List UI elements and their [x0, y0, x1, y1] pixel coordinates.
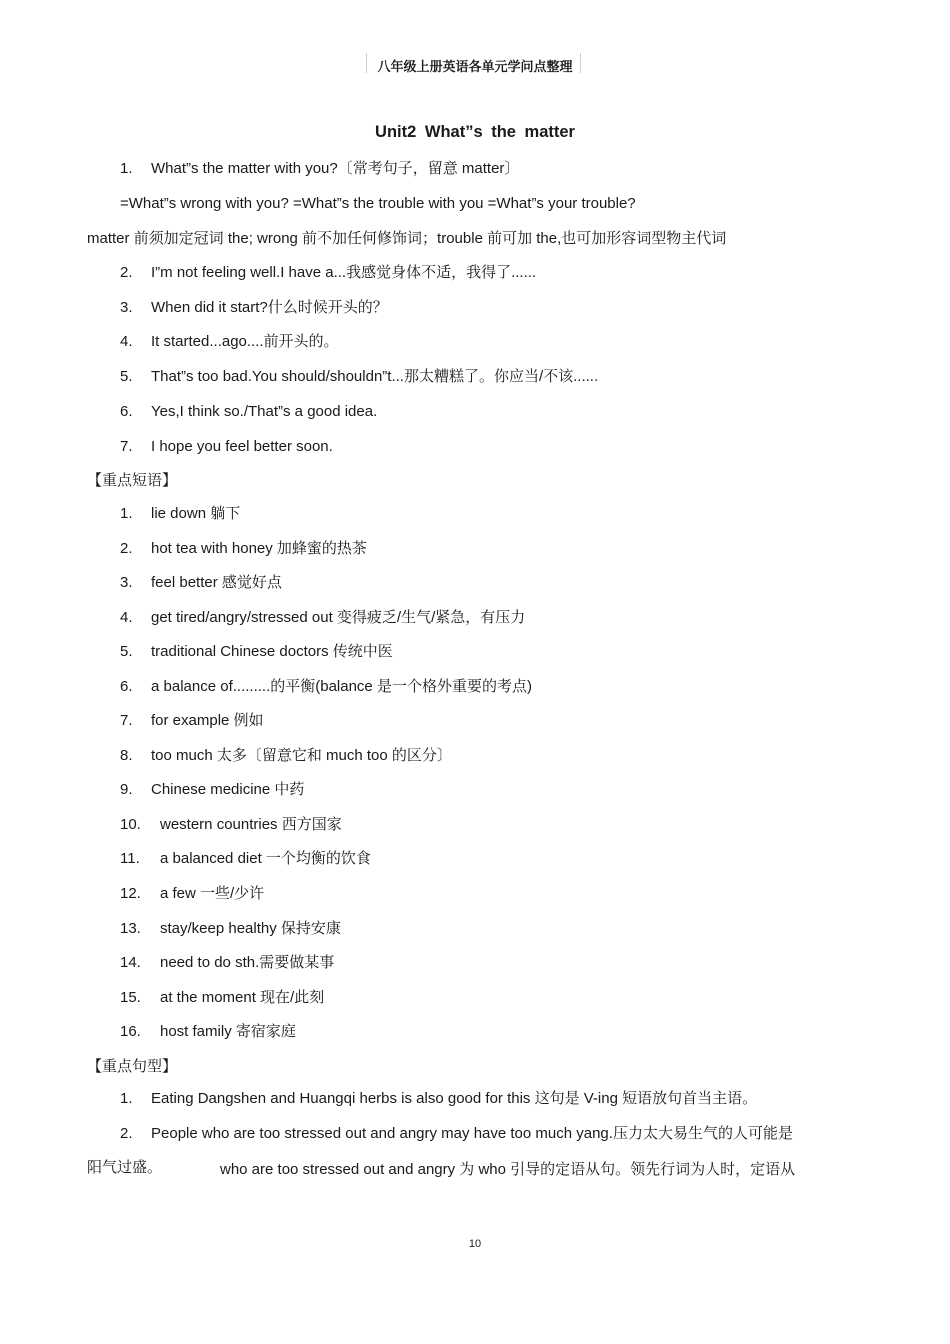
- phrase-item: [120, 746, 452, 766]
- item-number: 3.: [120, 574, 133, 591]
- intro-item: [120, 437, 333, 457]
- intro-item: [120, 402, 377, 422]
- item-number: 13.: [120, 920, 141, 937]
- phrase-item: [120, 608, 525, 628]
- item-text: get tired/angry/stressed out 变得疲乏/生气/紧急，有压力: [151, 609, 526, 626]
- item-text: feel better 感觉好点: [151, 574, 282, 591]
- item-number: 2.: [120, 540, 133, 557]
- item-number: 7.: [120, 712, 133, 729]
- item-text: a few 一些/少许: [160, 885, 265, 902]
- intro-item: [120, 367, 598, 387]
- item-number: 5.: [120, 643, 133, 660]
- phrase-item: [120, 711, 264, 731]
- item-number: 1.: [120, 1090, 133, 1107]
- item-text: That”s too bad.You should/shouldn”t...那太糟糕了。你应当/不该......: [151, 368, 599, 385]
- item-text: When did it start?什么时候开头的？: [151, 299, 388, 316]
- item-text: for example 例如: [151, 712, 264, 729]
- item-number: 8.: [120, 747, 133, 764]
- item-number: 12.: [120, 885, 141, 902]
- item-number: 1.: [120, 160, 133, 177]
- phrase-item: [120, 677, 532, 697]
- phrase-item: [120, 539, 367, 559]
- item-number: 2.: [120, 264, 133, 281]
- page-number: 10: [468, 1238, 482, 1250]
- phrase-item: [120, 953, 334, 973]
- item-number: 6.: [120, 403, 133, 420]
- item-number: 5.: [120, 368, 133, 385]
- phrases-heading: 【重点短语】: [87, 472, 178, 489]
- intro-synonyms: =What”s wrong with you? =What”s the trouble with you =What”s your trouble?: [120, 195, 636, 212]
- intro-item: [120, 263, 536, 283]
- sentence-item-2: [120, 1124, 793, 1144]
- item-text: Chinese medicine 中药: [151, 781, 305, 798]
- intro-item-1: [120, 159, 519, 179]
- item-text: I”m not feeling well.I have a...我感觉身体不适，我得了......: [151, 264, 537, 281]
- item-text: western countries 西方国家: [160, 816, 342, 833]
- item-number: 15.: [120, 989, 141, 1006]
- item-text: a balanced diet 一个均衡的饮食: [160, 850, 371, 867]
- item-text: need to do sth.需要做某事: [160, 954, 335, 971]
- phrase-item: [120, 815, 342, 835]
- item-number: 11.: [120, 850, 140, 867]
- item-text: It started...ago....前开头的。: [151, 333, 339, 350]
- intro-note: matter 前须加定冠词 the; wrong 前不加任何修饰词；trouble 前可加 the,也可加形容词型物主代词: [87, 230, 727, 247]
- item-text: at the moment 现在/此刻: [160, 989, 325, 1006]
- phrase-item: [120, 642, 393, 662]
- item-number: 7.: [120, 438, 133, 455]
- item-text: a balance of.........的平衡(balance 是一个格外重要的考点): [151, 678, 532, 695]
- item-text: too much 太多〔留意它和 much too 的区分〕: [151, 747, 452, 764]
- sentence-item-2-continuation: 阳气过盛。: [87, 1159, 163, 1176]
- item-number: 2.: [120, 1125, 133, 1142]
- item-text: I hope you feel better soon.: [151, 438, 333, 455]
- page-header: 八年级上册英语各单元学问点整理: [377, 59, 573, 74]
- item-text: stay/keep healthy 保持安康: [160, 920, 341, 937]
- item-text: Eating Dangshen and Huangqi herbs is also good for this 这句是 V-ing 短语放句首当主语。: [151, 1090, 758, 1107]
- item-text: People who are too stressed out and angry may have too much yang.压力太大易生气的人可能是: [151, 1125, 793, 1142]
- phrase-item: [120, 884, 264, 904]
- item-text: hot tea with honey 加蜂蜜的热茶: [151, 540, 367, 557]
- item-number: 6.: [120, 678, 133, 695]
- sentences-heading: 【重点句型】: [87, 1058, 178, 1075]
- unit-title: Unit2 What”s the matter: [375, 123, 575, 141]
- item-number: 16.: [120, 1023, 141, 1040]
- phrase-item: [120, 988, 324, 1008]
- header-divider-right: [580, 53, 581, 73]
- item-number: 14.: [120, 954, 141, 971]
- phrase-item: [120, 504, 240, 524]
- phrase-item: [120, 919, 341, 939]
- intro-item: [120, 332, 339, 352]
- phrase-item: [120, 849, 371, 869]
- item-number: 4.: [120, 333, 133, 350]
- item-number: 10.: [120, 816, 141, 833]
- item-number: 3.: [120, 299, 133, 316]
- item-number: 4.: [120, 609, 133, 626]
- phrase-item: [120, 780, 304, 800]
- phrase-item: [120, 573, 282, 593]
- sentence-item-1: [120, 1089, 757, 1109]
- sentence-item-2-explanation: who are too stressed out and angry 为 who 引导的定语从句。领先行词为人时，定语从: [220, 1161, 796, 1178]
- phrase-item: [120, 1022, 296, 1042]
- item-number: 9.: [120, 781, 133, 798]
- item-text: Yes,I think so./That”s a good idea.: [151, 403, 378, 420]
- intro-item: [120, 298, 388, 318]
- item-text: What”s the matter with you?〔常考句子，留意 matter〕: [151, 160, 520, 177]
- item-number: 1.: [120, 505, 133, 522]
- item-text: traditional Chinese doctors 传统中医: [151, 643, 393, 660]
- item-text: host family 寄宿家庭: [160, 1023, 296, 1040]
- item-text: lie down 躺下: [151, 505, 241, 522]
